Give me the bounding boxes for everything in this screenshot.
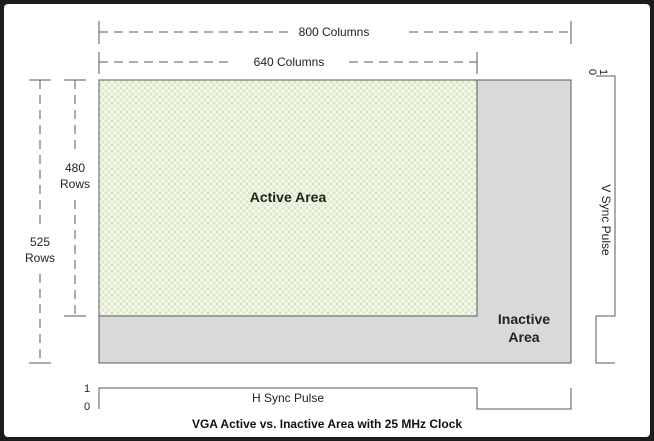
vsync-waveform [586,69,615,363]
total-rows-dimension [25,80,55,363]
active-rows-unit: Rows [59,177,91,191]
diagram-frame [4,4,650,437]
hsync-level-low: 0 [83,401,91,413]
vga-timing-diagram [4,4,650,437]
hsync-label: H Sync Pulse [251,391,325,405]
vsync-label: V Sync Pulse [599,184,613,256]
total-columns-label: 800 Columns [298,25,370,39]
active-area-label: Active Area [249,189,327,205]
total-rows-value: 525 [29,235,51,249]
total-columns-dimension [99,21,571,44]
active-rows-value: 480 [64,161,86,175]
hsync-waveform [84,383,571,413]
total-rows-unit: Rows [24,251,56,265]
hsync-level-high: 1 [83,383,91,395]
inactive-area-label-line1: Inactive [497,311,551,327]
vsync-level-low: 0 [586,68,598,76]
active-rows-dimension [60,80,90,316]
active-columns-dimension [99,52,477,74]
active-columns-label: 640 Columns [253,55,325,69]
inactive-area-label-line2: Area [508,329,540,345]
vsync-level-high: 1 [597,68,609,76]
diagram-caption: VGA Active vs. Inactive Area with 25 MHz Clock [191,417,463,431]
